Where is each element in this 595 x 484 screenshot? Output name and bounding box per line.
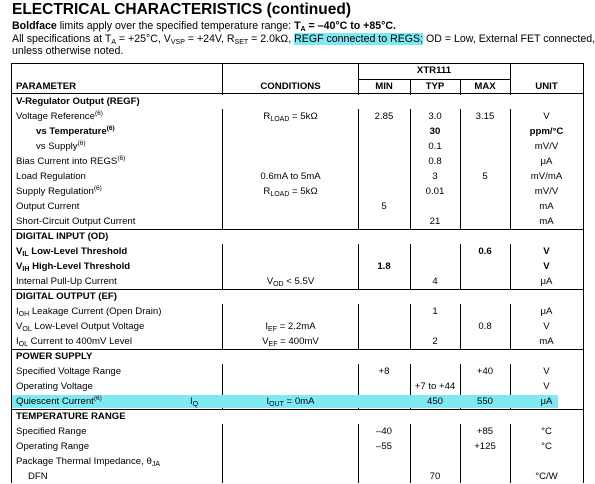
unit-cell: °C [541, 426, 552, 437]
table-row [12, 169, 583, 184]
temp-sub: A [300, 26, 306, 33]
param-cell: Voltage Reference$^{(6)}$ [16, 110, 103, 122]
unit-cell: mV/V [534, 141, 559, 152]
typ-cell: 450 [426, 396, 443, 407]
spec-table [11, 63, 584, 483]
param-cell: Supply Regulation$^{(6)}$ [16, 185, 102, 197]
min-cell: 1.8 [377, 261, 391, 272]
param-cell: Bias Current into REGS$^{(6)}$ [16, 155, 126, 167]
intro-text: = +25°C, V [115, 33, 171, 45]
max-cell: 5 [482, 171, 488, 182]
min-cell: 5 [381, 201, 387, 212]
unit-cell: V [543, 246, 550, 257]
max-cell: 550 [476, 396, 493, 407]
table-row [12, 109, 583, 124]
param-cell: Operating Range [16, 441, 90, 452]
parameter-header: PARAMETER [16, 81, 77, 92]
conditions-cell: $V_{OD} < 5.5V$ [266, 276, 315, 288]
unit-cell: V [543, 366, 550, 377]
section-header [12, 349, 583, 364]
unit-cell: V [543, 321, 550, 332]
intro-line-2 [12, 33, 595, 45]
param-cell: Operating Voltage [16, 381, 93, 392]
min-cell: –40 [375, 426, 392, 437]
unit-cell: V [543, 261, 550, 272]
typ-cell: 0.1 [428, 141, 442, 152]
intro-text: = +24V, R [184, 33, 235, 45]
param-cell: $I_{OH}$ Leakage Current (Open Drain) [16, 306, 162, 318]
highlighted-text: REGF connected to REGS; [294, 33, 424, 45]
param-cell: V-Regulator Output (REGF) [16, 96, 140, 107]
unit-cell: °C/W [535, 471, 558, 482]
param-cell: $V_{OL}$ Low-Level Output Voltage [16, 321, 145, 333]
min-cell: 2.85 [374, 111, 394, 122]
symbol-cell: $I_Q$ [190, 396, 199, 408]
typ-header: TYP [425, 81, 445, 92]
typ-cell: 30 [429, 126, 441, 137]
intro-text: limits apply over the specified temperature range: [56, 20, 295, 32]
unit-cell: °C [541, 441, 552, 452]
typ-cell: 70 [429, 471, 441, 482]
conditions-cell: $I_{EF} = 2.2mA$ [265, 321, 316, 333]
unit-cell: mA [539, 216, 554, 227]
table-row [12, 184, 583, 199]
section-header [12, 229, 583, 244]
unit-cell: mV/mA [530, 171, 563, 182]
max-cell: 3.15 [475, 111, 495, 122]
section-header [12, 289, 583, 304]
table-row [12, 439, 583, 454]
table-row [12, 334, 583, 349]
typ-cell: 0.01 [425, 186, 445, 197]
typ-cell: 4 [432, 276, 438, 287]
param-cell: Specified Voltage Range [16, 366, 122, 377]
unit-cell: ppm/°C [529, 126, 564, 137]
param-cell: Package Thermal Impedance, $\theta_{JA}$ [16, 456, 160, 468]
conditions-header: CONDITIONS [260, 81, 321, 92]
max-cell: 0.8 [478, 321, 492, 332]
table-row [12, 364, 583, 379]
intro-sub: SET [234, 39, 249, 46]
table-row [12, 454, 583, 469]
param-cell: vs Supply$^{(6)}$ [36, 140, 86, 152]
temp-symbol: T [294, 20, 301, 32]
param-cell: Quiescent Current$^{(6)}$ [16, 395, 102, 407]
intro-line-1 [12, 20, 396, 32]
intro-text: = 2.0kΩ, [248, 33, 295, 45]
param-cell: POWER SUPPLY [16, 351, 93, 362]
typ-cell: 0.8 [428, 156, 442, 167]
section-header [12, 409, 583, 424]
max-cell: +125 [474, 441, 496, 452]
table-row [12, 259, 583, 274]
param-cell: DFN [28, 471, 48, 482]
param-cell: $I_{OL}$ Current to 400mV Level [16, 336, 133, 348]
typ-cell: 21 [429, 216, 441, 227]
table-row [12, 274, 583, 289]
unit-cell: V [543, 381, 550, 392]
unit-cell: V [543, 111, 550, 122]
typ-cell: 1 [432, 306, 438, 317]
table-row [12, 394, 583, 409]
max-cell: +85 [476, 426, 494, 437]
typ-cell: 3.0 [428, 111, 442, 122]
param-cell: Internal Pull-Up Current [16, 276, 117, 287]
table-row [12, 154, 583, 169]
table-row [12, 379, 583, 394]
max-header: MAX [474, 81, 496, 92]
max-cell: 0.6 [478, 246, 492, 257]
min-cell: –55 [375, 441, 392, 452]
table-row [12, 139, 583, 154]
param-cell: Specified Range [16, 426, 87, 437]
table-row [12, 199, 583, 214]
param-cell: vs Temperature$^{(6)}$ [36, 125, 115, 137]
unit-cell: μA [540, 306, 553, 317]
typ-cell: 2 [432, 336, 438, 347]
table-row [12, 214, 583, 229]
min-header: MIN [375, 81, 393, 92]
table-row [12, 424, 583, 439]
intro-sub: VSP [170, 39, 185, 46]
typ-cell: +7 to +44 [414, 381, 456, 392]
conditions-cell: $R_{LOAD} = 5k\Omega$ [263, 186, 318, 198]
unit-cell: μA [540, 396, 553, 407]
intro-text: All specifications at T [12, 33, 112, 45]
table-row [12, 469, 583, 484]
unit-cell: mV/V [534, 186, 559, 197]
table-row [12, 304, 583, 319]
unit-cell: mA [539, 201, 554, 212]
table-row [12, 244, 583, 259]
boldface-label: Boldface [12, 20, 57, 32]
unit-cell: μA [540, 276, 553, 287]
device-header: XTR111 [416, 65, 452, 76]
unit-cell: μA [540, 156, 553, 167]
table-row [12, 124, 583, 139]
param-cell: Short-Circuit Output Current [16, 216, 136, 227]
temp-range: = –40°C to +85°C. [305, 20, 396, 32]
unit-cell: mA [539, 336, 554, 347]
unit-header: UNIT [535, 81, 558, 92]
param-cell: $V_{IH}$ High-Level Threshold [16, 261, 131, 273]
conditions-cell: 0.6mA to 5mA [260, 171, 321, 182]
intro-text: OD = Low, External FET connected, [423, 33, 595, 45]
param-cell: Output Current [16, 201, 80, 212]
intro-sub: A [111, 39, 116, 46]
min-cell: +8 [378, 366, 390, 377]
conditions-cell: $V_{EF} = 400mV$ [262, 336, 319, 348]
max-cell: +40 [476, 366, 494, 377]
conditions-cell: $R_{LOAD} = 5k\Omega$ [263, 111, 318, 123]
param-cell: DIGITAL OUTPUT (EF) [16, 291, 117, 302]
typ-cell: 3 [432, 171, 438, 182]
param-cell: DIGITAL INPUT (OD) [16, 231, 109, 242]
param-cell: TEMPERATURE RANGE [16, 411, 126, 422]
param-cell: $V_{IL}$ Low-Level Threshold [16, 246, 128, 258]
param-cell: Load Regulation [16, 171, 86, 182]
page-title: ELECTRICAL CHARACTERISTICS (continued) [12, 1, 351, 18]
intro-line-3: unless otherwise noted. [12, 45, 124, 57]
section-header [12, 94, 583, 109]
table-row [12, 319, 583, 334]
conditions-cell: $I_{OUT} = 0mA$ [266, 396, 315, 408]
